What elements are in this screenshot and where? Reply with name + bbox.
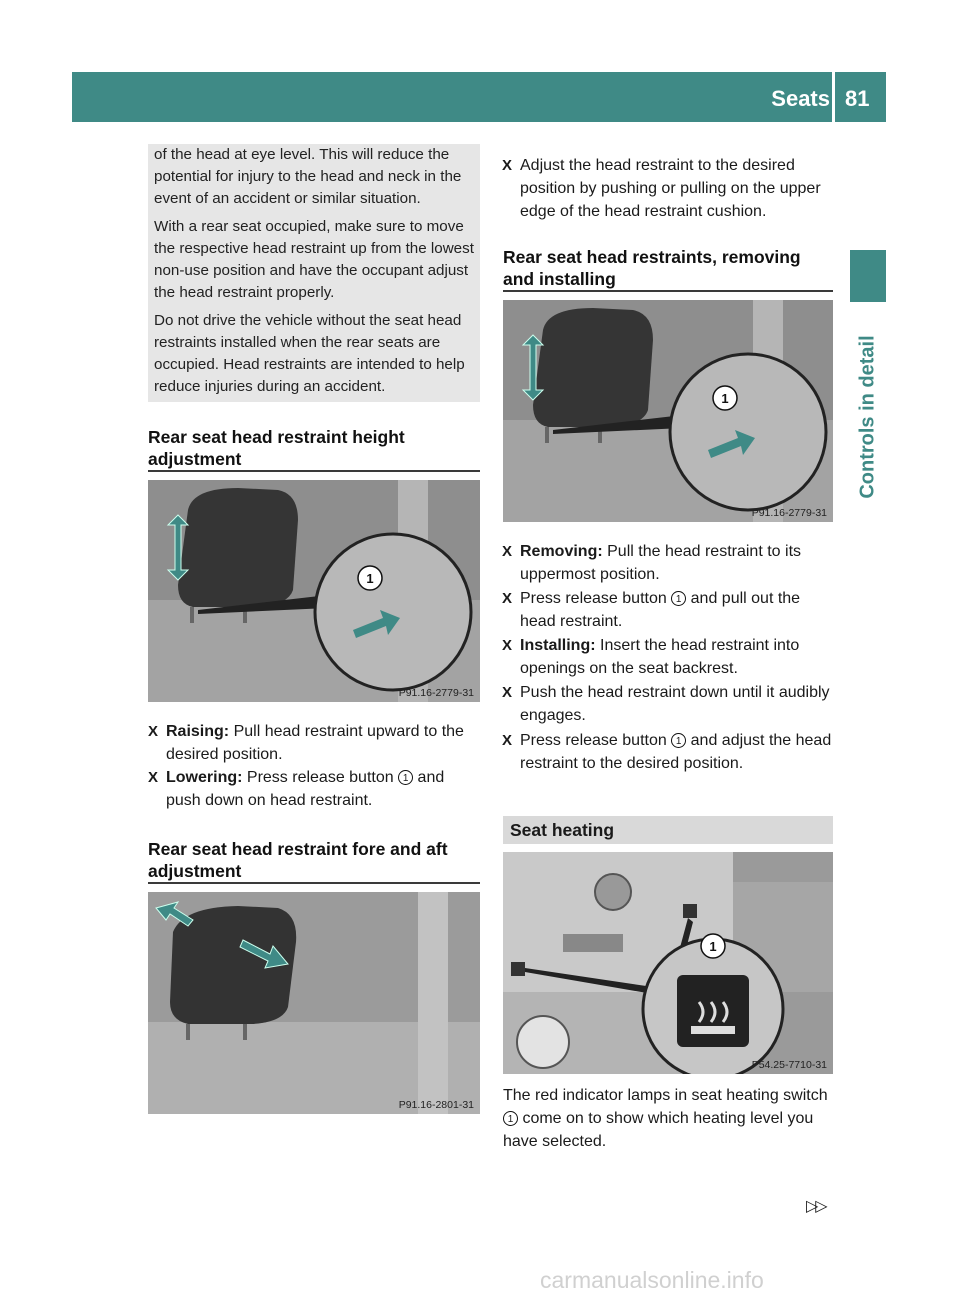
step-text: and push down on head restraint. bbox=[166, 769, 445, 809]
callout-number: 1 bbox=[398, 770, 413, 785]
heading-rule bbox=[148, 882, 480, 884]
header-divider bbox=[832, 72, 835, 122]
fore-aft-heading: Rear seat head restraint fore and aft adjustment bbox=[148, 839, 448, 881]
head-restraint-illustration bbox=[148, 892, 480, 1114]
removing-installing-heading: Rear seat head restraints, removing and installing bbox=[503, 247, 801, 289]
step-marker: X bbox=[502, 590, 513, 607]
section-title: Seats bbox=[771, 86, 830, 111]
step-label: Installing: bbox=[520, 637, 596, 654]
head-restraint-height-figure bbox=[148, 480, 480, 702]
warning-paragraph: Do not drive the vehicle without the seat head restraints installed when the rear seats are occupied. Head restraints are intended to help reduce injuries during an accident. bbox=[154, 312, 465, 395]
step-text: and adjust the head restraint to the desired position. bbox=[520, 732, 832, 772]
seat-heating-switch-illustration bbox=[503, 852, 833, 1074]
figure-code: P91.16-2801-31 bbox=[398, 1099, 474, 1111]
seat-heating-figure bbox=[503, 852, 833, 1074]
paragraph-text: come on to show which heating level you have selected. bbox=[503, 1110, 814, 1150]
instruction-step bbox=[502, 540, 834, 586]
header-bar bbox=[72, 72, 886, 122]
step-text: Press release button bbox=[246, 769, 394, 786]
height-adjustment-heading: Rear seat head restraint height adjustment bbox=[148, 427, 405, 469]
warning-paragraph: of the head at eye level. This will reduce the potential for injury to the head and neck in the event of an accident or similar situation. bbox=[154, 146, 462, 207]
step-text: Adjust the head restraint to the desired position by pushing or pulling on the upper edge of the head restraint cushion. bbox=[520, 157, 821, 220]
step-text: Pull the head restraint to its uppermost position. bbox=[520, 543, 802, 583]
watermark: carmanualsonline.info bbox=[540, 1267, 764, 1293]
head-restraint-removing-figure bbox=[503, 300, 833, 522]
step-marker: X bbox=[148, 723, 159, 740]
step-text: and pull out the head restraint. bbox=[520, 590, 801, 630]
head-restraint-fore-aft-figure bbox=[148, 892, 480, 1114]
figure-code: P91.16-2779-31 bbox=[398, 687, 474, 699]
step-text: Pull head restraint upward to the desired position. bbox=[166, 723, 464, 763]
callout-number: 1 bbox=[671, 733, 686, 748]
warning-paragraph: With a rear seat occupied, make sure to move the respective head restraint up from the lowest non-use position and have the occupant adjust the head restraint properly. bbox=[154, 218, 474, 301]
step-label: Removing: bbox=[520, 543, 603, 560]
callout-number: 1 bbox=[671, 591, 686, 606]
next-page-arrows: ▷▷ bbox=[806, 1198, 825, 1215]
callout-number: 1 bbox=[503, 1111, 518, 1126]
instruction-step bbox=[502, 634, 834, 680]
step-text: Insert the head restraint into openings on the seat backrest. bbox=[520, 637, 800, 677]
seat-heating-description bbox=[503, 1084, 835, 1153]
figure-code: P54.25-7710-31 bbox=[751, 1059, 827, 1071]
step-marker: X bbox=[502, 684, 513, 701]
step-marker: X bbox=[502, 157, 513, 174]
step-label: Raising: bbox=[166, 723, 230, 740]
chapter-title bbox=[850, 302, 886, 532]
step-text: Press release button bbox=[520, 590, 667, 607]
seat-heating-heading: Seat heating bbox=[510, 820, 615, 840]
paragraph-text: The red indicator lamps in seat heating switch bbox=[503, 1087, 828, 1104]
step-marker: X bbox=[502, 543, 513, 560]
instruction-step bbox=[502, 681, 834, 727]
instruction-step bbox=[148, 720, 480, 766]
step-text: Press release button bbox=[520, 732, 667, 749]
heading-rule bbox=[148, 470, 480, 472]
step-marker: X bbox=[502, 732, 513, 749]
step-marker: X bbox=[148, 769, 159, 786]
page-number: 81 bbox=[845, 86, 870, 111]
instruction-step bbox=[502, 587, 834, 633]
step-marker: X bbox=[502, 637, 513, 654]
instruction-step bbox=[502, 729, 834, 775]
head-restraint-illustration bbox=[148, 480, 480, 702]
chapter-title-text: Controls in detail bbox=[856, 335, 879, 499]
heading-rule bbox=[503, 290, 833, 292]
svg-text:1: 1 bbox=[721, 391, 729, 406]
instruction-step bbox=[502, 154, 834, 223]
figure-code: P91.16-2779-31 bbox=[751, 507, 827, 519]
chapter-tab-marker bbox=[850, 250, 886, 302]
head-restraint-illustration bbox=[503, 300, 833, 522]
warning-box bbox=[148, 144, 480, 402]
step-label: Lowering: bbox=[166, 769, 243, 786]
step-text: Push the head restraint down until it audibly engages. bbox=[520, 684, 830, 724]
svg-text:1: 1 bbox=[366, 571, 374, 586]
svg-text:1: 1 bbox=[709, 939, 717, 954]
instruction-step bbox=[148, 766, 480, 812]
